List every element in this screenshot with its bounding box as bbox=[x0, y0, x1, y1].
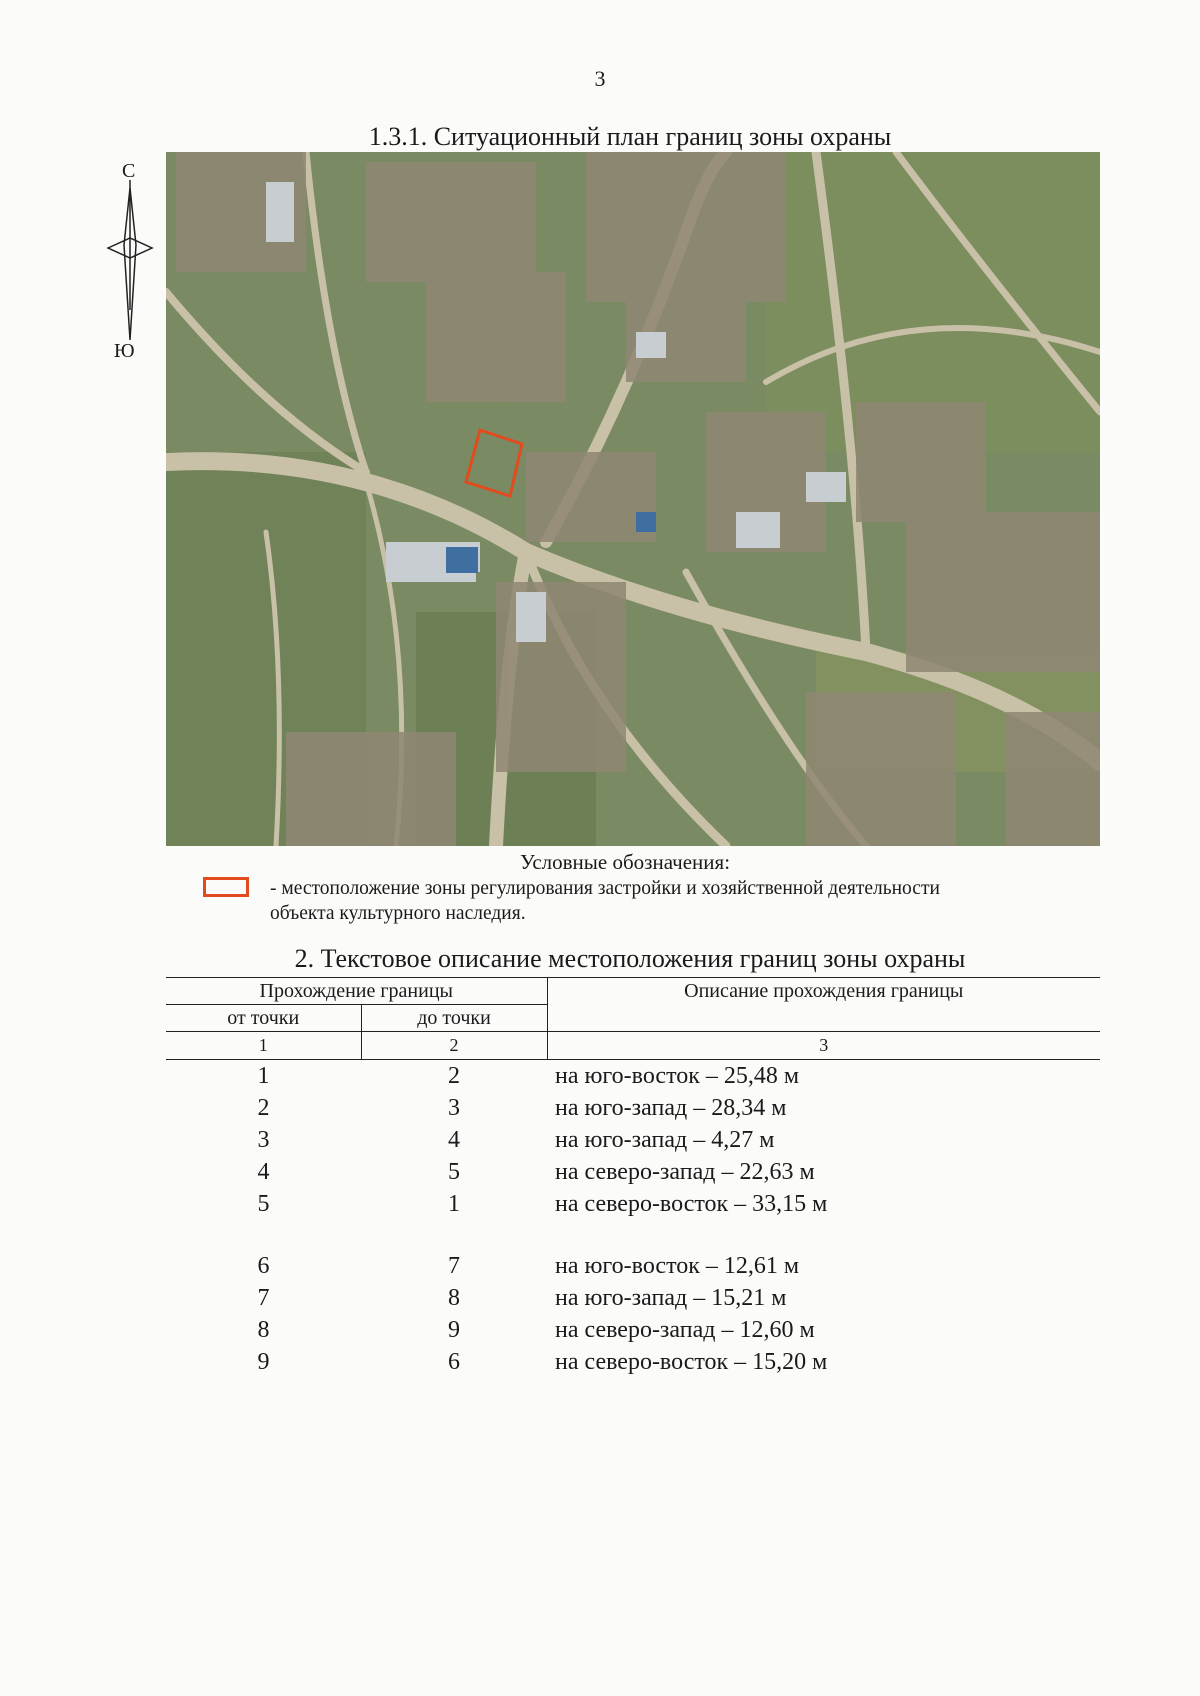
cell-description: на юго-запад – 15,21 м bbox=[555, 1284, 787, 1311]
legend-title: Условные обозначения: bbox=[520, 850, 731, 874]
table-row bbox=[166, 1092, 1100, 1124]
cell-description: на юго-восток – 25,48 м bbox=[555, 1062, 800, 1089]
cell-description: на северо-запад – 22,63 м bbox=[555, 1158, 815, 1185]
compass-south-label: Ю bbox=[114, 340, 135, 362]
cell-from: 2 bbox=[257, 1094, 270, 1121]
cell-description: на северо-восток – 33,15 м bbox=[555, 1190, 828, 1217]
col-number-1: 1 bbox=[166, 1032, 361, 1060]
table-row bbox=[166, 1250, 1100, 1282]
cell-to: 4 bbox=[448, 1126, 460, 1153]
cell-to: 8 bbox=[448, 1284, 460, 1311]
compass-north-label: С bbox=[122, 160, 136, 182]
cell-description: на юго-запад – 4,27 м bbox=[555, 1126, 775, 1153]
legend-zone-swatch bbox=[203, 877, 249, 897]
cell-description: на юго-запад – 28,34 м bbox=[555, 1094, 787, 1121]
cell-from: 6 bbox=[257, 1252, 270, 1279]
plan-title: 1.3.1. Ситуационный план границ зоны охраны bbox=[368, 122, 892, 151]
cell-from: 9 bbox=[257, 1348, 270, 1375]
section-title: 2. Текстовое описание местоположения границ зоны охраны bbox=[294, 944, 966, 973]
cell-description: на северо-запад – 12,60 м bbox=[555, 1316, 815, 1343]
cell-from: 1 bbox=[257, 1062, 270, 1089]
table-row bbox=[166, 1346, 1100, 1378]
table-row bbox=[166, 1282, 1100, 1314]
legend-description-line1: - местоположение зоны регулирования застройки и хозяйственной деятельности bbox=[270, 878, 940, 899]
cell-to: 2 bbox=[448, 1062, 460, 1089]
col-number-3: 3 bbox=[547, 1032, 1100, 1060]
cell-from: 5 bbox=[257, 1190, 270, 1217]
header-passage: Прохождение границы bbox=[166, 978, 547, 1005]
cell-to: 9 bbox=[448, 1316, 460, 1343]
header-to: до точки bbox=[361, 1005, 547, 1032]
table-row bbox=[166, 1188, 1100, 1220]
cell-from: 8 bbox=[257, 1316, 270, 1343]
aerial-map bbox=[166, 152, 1100, 846]
cell-to: 6 bbox=[448, 1348, 460, 1375]
table-spacer bbox=[166, 1220, 1100, 1250]
boundary-table bbox=[166, 977, 1100, 1378]
cell-description: на северо-восток – 15,20 м bbox=[555, 1348, 828, 1375]
cell-to: 5 bbox=[448, 1158, 460, 1185]
table-row bbox=[166, 1060, 1100, 1093]
table-row bbox=[166, 1156, 1100, 1188]
col-number-2: 2 bbox=[361, 1032, 547, 1060]
cell-from: 4 bbox=[257, 1158, 270, 1185]
legend-description-line2: объекта культурного наследия. bbox=[270, 903, 526, 924]
header-from: от точки bbox=[166, 1005, 361, 1032]
cell-description: на юго-восток – 12,61 м bbox=[555, 1252, 800, 1279]
table-row bbox=[166, 1314, 1100, 1346]
cell-from: 7 bbox=[257, 1284, 270, 1311]
cell-from: 3 bbox=[257, 1126, 270, 1153]
cell-to: 3 bbox=[448, 1094, 460, 1121]
cell-to: 7 bbox=[448, 1252, 460, 1279]
header-description: Описание прохождения границы bbox=[684, 980, 964, 1002]
compass-arrow-icon bbox=[100, 160, 160, 360]
legend-description bbox=[270, 876, 1070, 926]
table-row bbox=[166, 1124, 1100, 1156]
page-number: 3 bbox=[594, 66, 606, 91]
cell-to: 1 bbox=[448, 1190, 460, 1217]
